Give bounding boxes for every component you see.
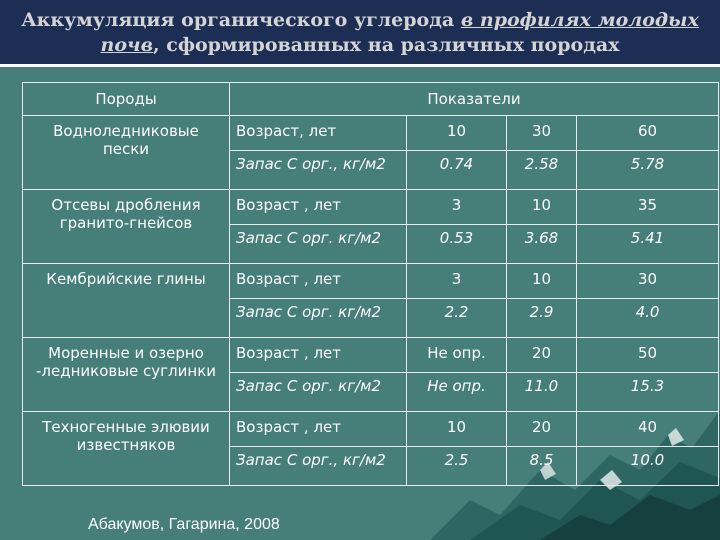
age-value-cell: 40 <box>577 412 719 447</box>
rock-type-cell: Кембрийские глины <box>23 264 230 338</box>
rock-type-cell: Техногенные элювии известняков <box>23 412 230 486</box>
table-row <box>23 338 719 373</box>
age-value-cell: 10 <box>407 412 507 447</box>
title-text-prefix: Аккумуляция органического углерода <box>21 9 461 31</box>
table-row <box>23 190 719 225</box>
rock-type-cell: Водноледниковые пески <box>23 116 230 190</box>
age-value-cell: 10 <box>507 264 577 299</box>
title-emphasis-1: в профилях молодых <box>460 9 699 31</box>
carbon-accumulation-table <box>22 82 719 486</box>
carbon-stock-value-cell: 15.3 <box>577 373 719 412</box>
age-value-cell: 30 <box>577 264 719 299</box>
age-value-cell: 30 <box>507 116 577 151</box>
age-value-cell: 3 <box>407 264 507 299</box>
age-label-cell: Возраст , лет <box>230 264 407 299</box>
table-row <box>23 264 719 299</box>
age-value-cell: 20 <box>507 412 577 447</box>
carbon-stock-value-cell: 5.78 <box>577 151 719 190</box>
carbon-stock-value-cell: Не опр. <box>407 373 507 412</box>
title-emphasis-2: почв <box>100 34 154 56</box>
rock-type-cell: Отсевы дробления гранито-гнейсов <box>23 190 230 264</box>
table-header-row <box>23 83 719 116</box>
age-label-cell: Возраст, лет <box>230 116 407 151</box>
carbon-stock-label-cell: Запас С орг., кг/м2 <box>230 151 407 190</box>
carbon-stock-label-cell: Запас С орг. кг/м2 <box>230 373 407 412</box>
age-value-cell: 50 <box>577 338 719 373</box>
carbon-stock-value-cell: 2.9 <box>507 299 577 338</box>
age-value-cell: 3 <box>407 190 507 225</box>
age-label-cell: Возраст , лет <box>230 338 407 373</box>
carbon-stock-value-cell: 10.0 <box>577 447 719 486</box>
carbon-stock-label-cell: Запас С орг. кг/м2 <box>230 225 407 264</box>
age-value-cell: 10 <box>407 116 507 151</box>
age-value-cell: 20 <box>507 338 577 373</box>
carbon-stock-value-cell: 2.58 <box>507 151 577 190</box>
age-label-cell: Возраст , лет <box>230 412 407 447</box>
carbon-stock-value-cell: 3.68 <box>507 225 577 264</box>
age-value-cell: 35 <box>577 190 719 225</box>
age-value-cell: 60 <box>577 116 719 151</box>
source-citation: Абакумов, Гагарина, 2008 <box>88 516 280 533</box>
table-row <box>23 412 719 447</box>
table-row <box>23 116 719 151</box>
header-rocks: Породы <box>23 83 230 116</box>
age-value-cell: 10 <box>507 190 577 225</box>
rock-type-cell: Моренные и озерно -ледниковые суглинки <box>23 338 230 412</box>
title-text-rest: , сформированных на различных породах <box>153 34 620 56</box>
table-body <box>23 83 719 486</box>
carbon-stock-value-cell: 0.74 <box>407 151 507 190</box>
age-value-cell: Не опр. <box>407 338 507 373</box>
carbon-stock-label-cell: Запас С орг. кг/м2 <box>230 299 407 338</box>
carbon-stock-value-cell: 8.5 <box>507 447 577 486</box>
carbon-stock-value-cell: 4.0 <box>577 299 719 338</box>
carbon-stock-label-cell: Запас С орг., кг/м2 <box>230 447 407 486</box>
age-label-cell: Возраст , лет <box>230 190 407 225</box>
carbon-stock-value-cell: 5.41 <box>577 225 719 264</box>
carbon-stock-value-cell: 2.2 <box>407 299 507 338</box>
carbon-stock-value-cell: 11.0 <box>507 373 577 412</box>
carbon-stock-value-cell: 0.53 <box>407 225 507 264</box>
carbon-stock-value-cell: 2.5 <box>407 447 507 486</box>
header-indicators: Показатели <box>230 83 719 116</box>
